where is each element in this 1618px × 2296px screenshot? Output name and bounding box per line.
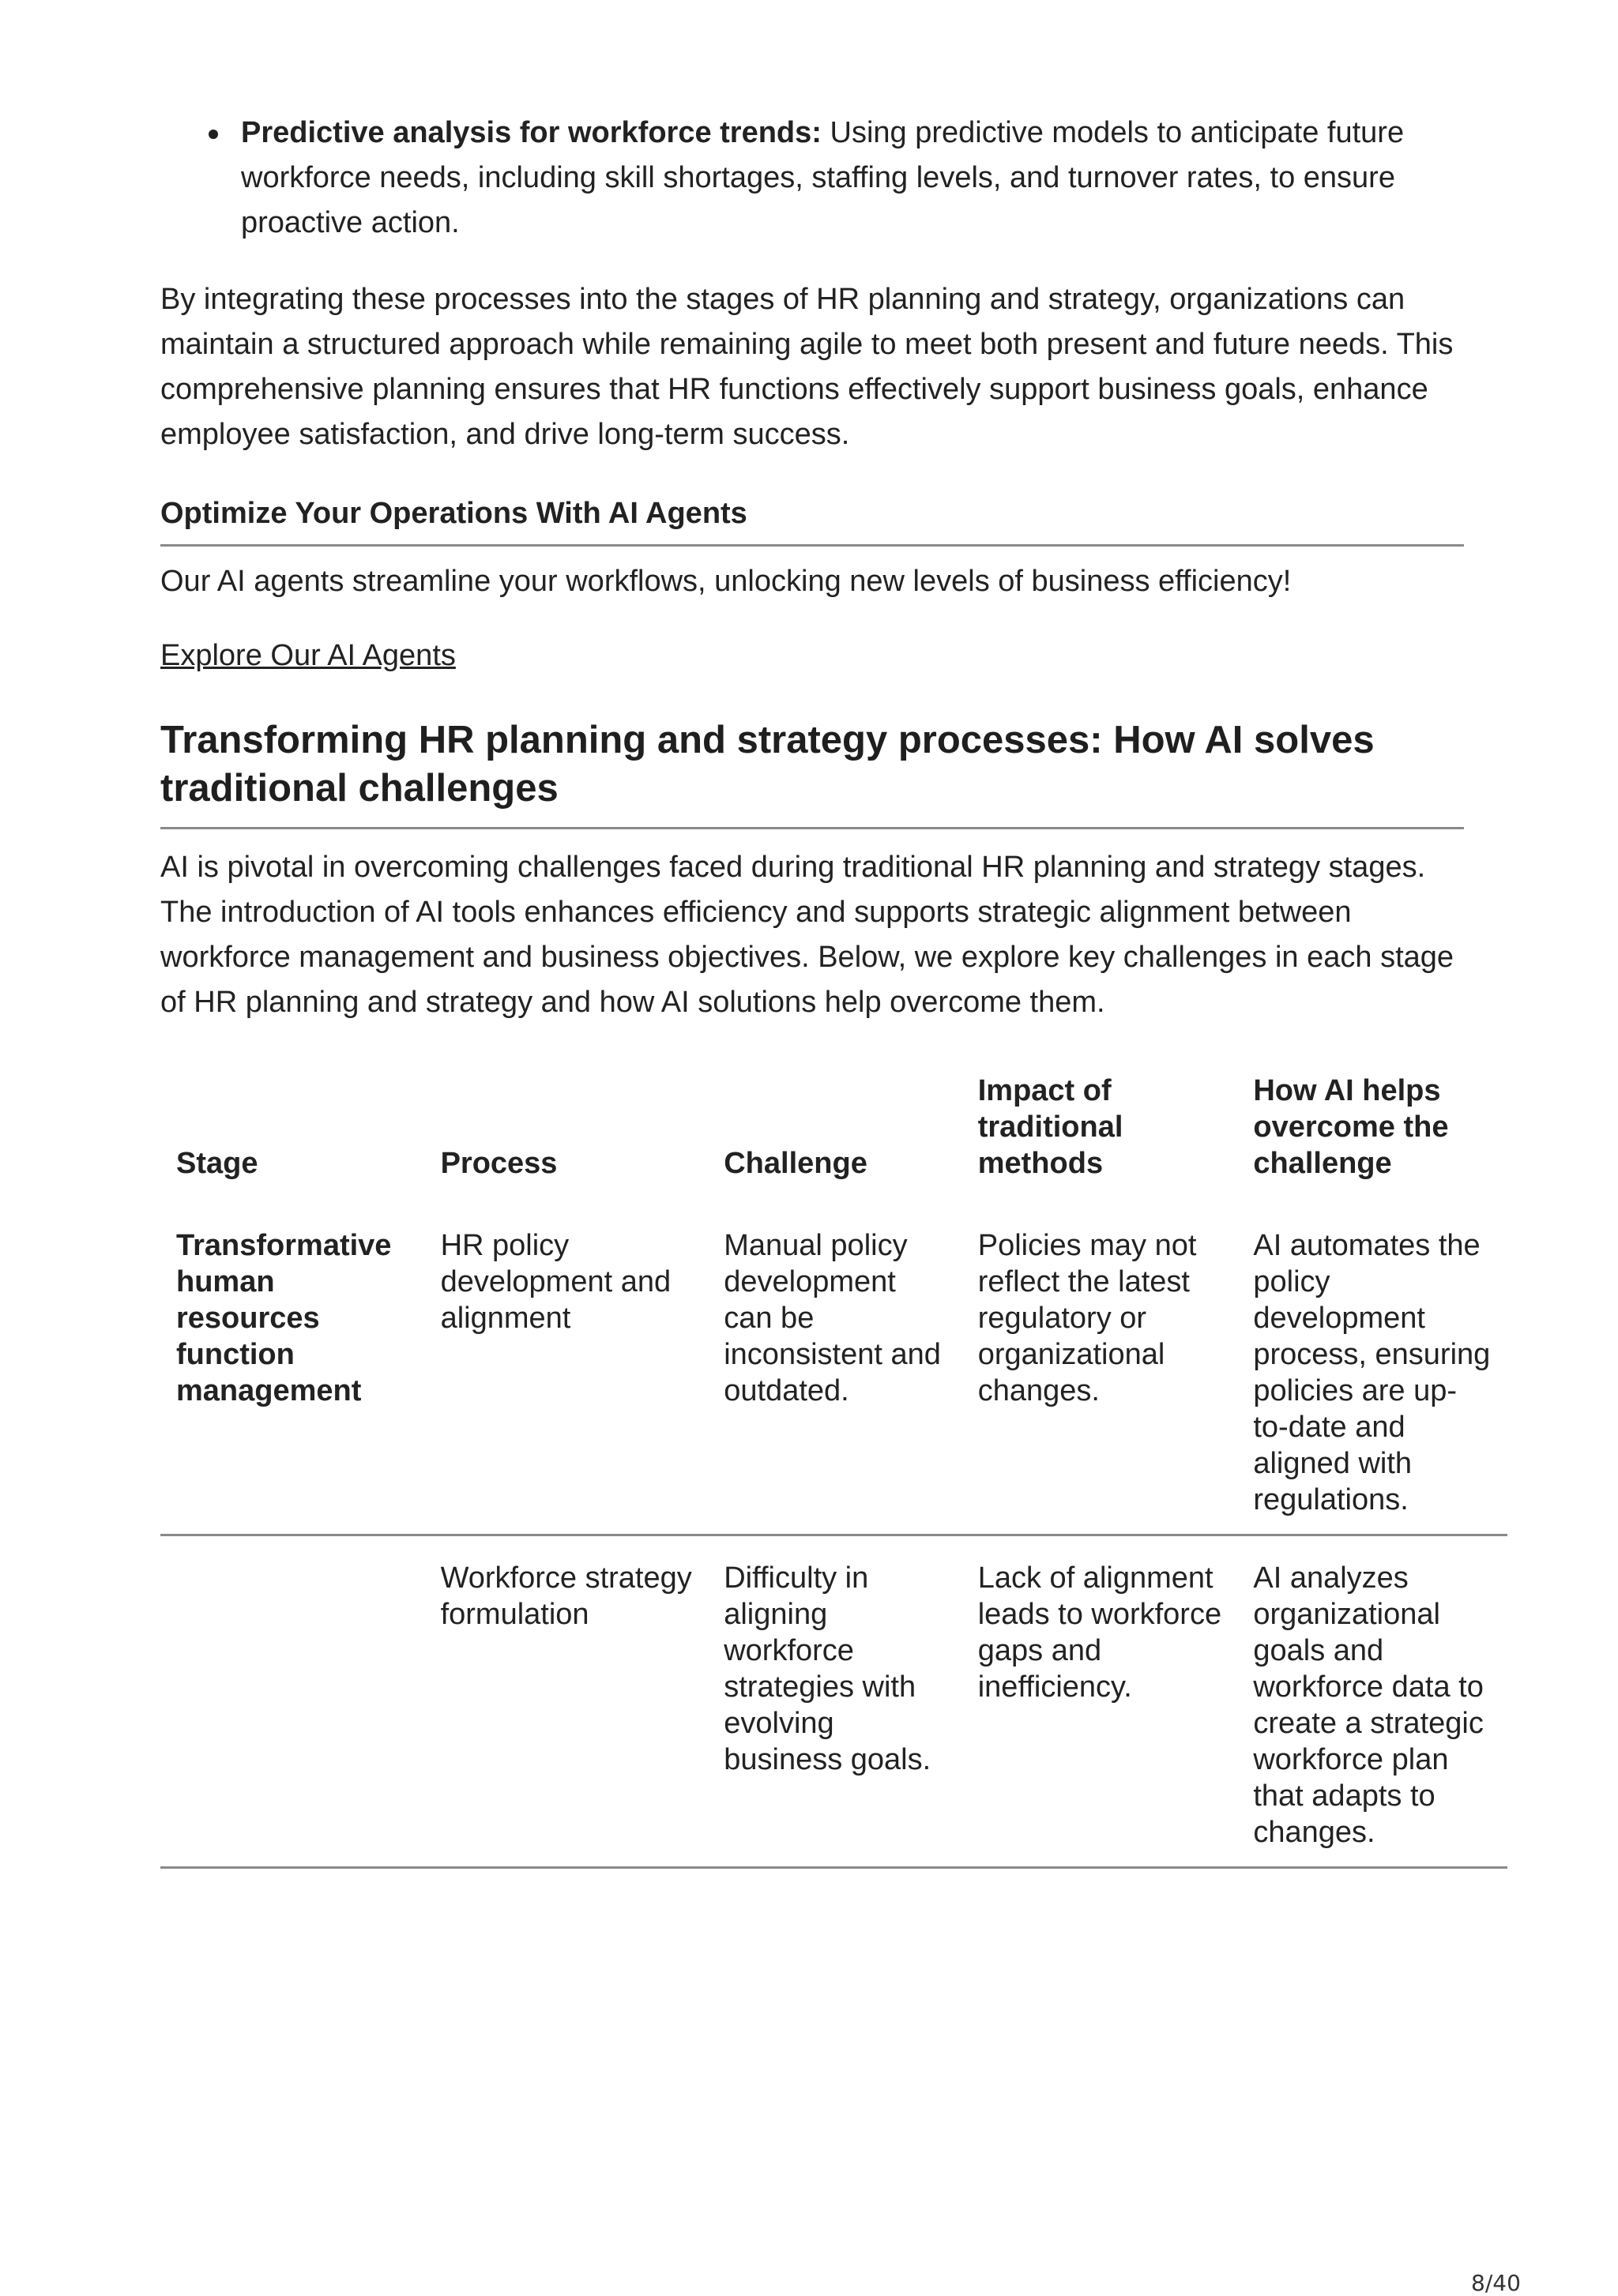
document-page [160,111,1491,1869]
bullet-term: Predictive analysis for workforce trends: [241,116,822,149]
page-number: 8/40 [1471,2270,1521,2296]
table-row [160,1204,1507,1535]
header-challenge: Challenge [724,1147,867,1180]
bullet-item [160,111,1464,246]
bullet-list [160,111,1464,246]
table-row [160,1535,1507,1868]
bullet-dot [209,130,218,139]
cell-impact: Lack of alignment leads to workforce gaps and inefficiency. [977,1561,1222,1704]
header-stage: Stage [176,1147,258,1180]
intro-paragraph: By integrating these processes into the stages of HR planning and strategy, organizations can maintain a structured approach while remaining agile to meet both present and future needs. This comprehensive planning ensures that HR functions effectively support business goals, enhance employee satisfaction, and drive long-term success. [160,283,1454,451]
explore-ai-agents-link[interactable]: Explore Our AI Agents [160,639,456,672]
table-header-row [160,1073,1507,1204]
bullet-text: Using predictive models to anticipate future workforce needs, including skill shortages, staffing levels, and turnover rates, to ensure proactive action. [241,116,1405,239]
header-impact: Impact of traditional methods [977,1074,1123,1180]
hr-challenges-table [160,1073,1507,1869]
cell-stage: Transformative human resources function management [176,1229,392,1407]
section-heading: Transforming HR planning and strategy processes: How AI solves traditional challenges [160,716,1464,829]
section-paragraph: AI is pivotal in overcoming challenges faced during traditional HR planning and strategy stages. The introduction of AI tools enhances efficiency and supports strategic alignment between workforce management and business objectives. Below, we explore key challenges in each stage of HR planning and strategy and how AI solutions help overcome them. [160,851,1454,1019]
cell-ai-help: AI automates the policy development process, ensuring policies are up-to-date and aligned with regulations. [1253,1229,1491,1516]
header-ai-help: How AI helps overcome the challenge [1253,1074,1449,1180]
cta-heading: Optimize Your Operations With AI Agents [160,494,1464,547]
cell-challenge: Manual policy development can be inconsistent and outdated. [724,1229,941,1407]
cell-stage [160,1535,425,1868]
cell-challenge: Difficulty in aligning workforce strategies with evolving business goals. [724,1561,931,1776]
cell-impact: Policies may not reflect the latest regulatory or organizational changes. [977,1229,1197,1407]
cta-text: Our AI agents streamline your workflows, unlocking new levels of business efficiency! [160,565,1292,598]
cell-process: Workforce strategy formulation [440,1561,692,1631]
header-process: Process [440,1147,558,1180]
cell-process: HR policy development and alignment [440,1229,672,1335]
cell-ai-help: AI analyzes organizational goals and workforce data to create a strategic workforce plan that adapts to changes. [1253,1561,1484,1849]
